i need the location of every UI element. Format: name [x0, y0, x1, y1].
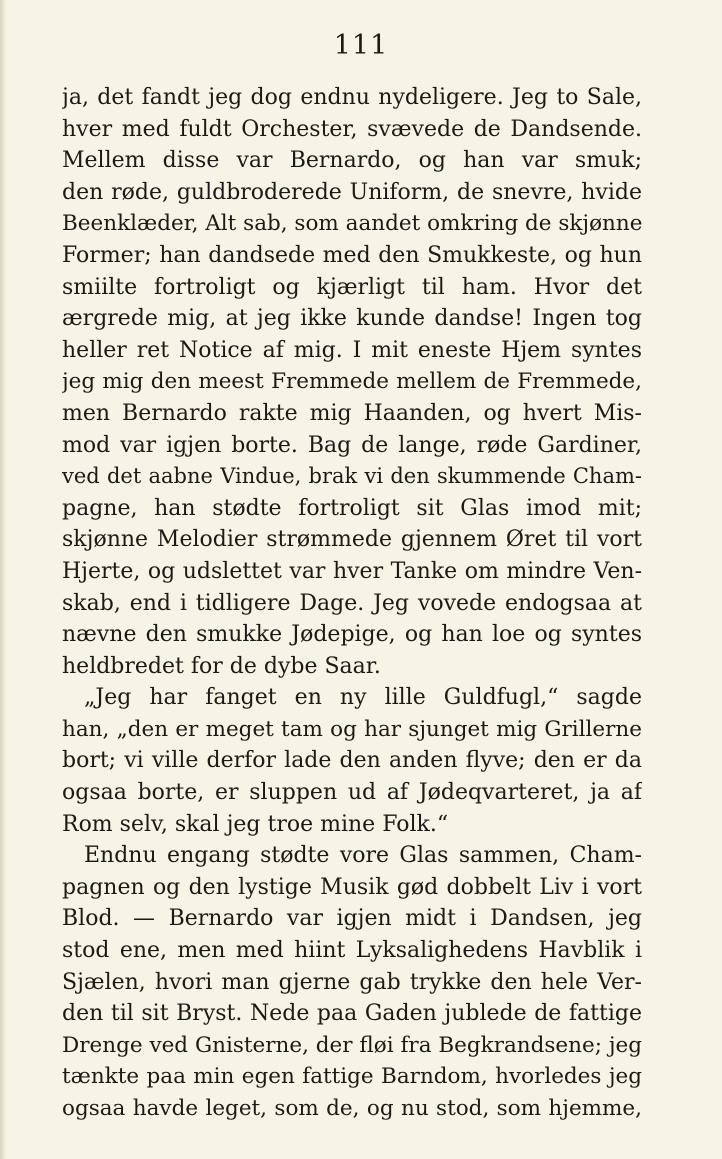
text-line: Hjerte, og udslettet var hver Tanke om mindre Ven- — [62, 558, 642, 584]
text-line: stod ene, men med hiint Lyksalighedens Havblik i — [62, 938, 642, 964]
text-line: han, „den er meget tam og har sjunget mig Grillerne — [62, 716, 642, 742]
text-line: Sjælen, hvori man gjerne gab trykke den hele Ver- — [62, 969, 642, 995]
text-line: Mellem disse var Bernardo, og han var smuk; — [62, 148, 642, 174]
text-line: skab, end i tidligere Dage. Jeg vovede endogsaa at — [62, 590, 642, 616]
text-line: Rom selv, skal jeg troe mine Folk.“ — [62, 811, 449, 837]
text-line: Former; han dandsede med den Smukkeste, og hun — [62, 242, 642, 268]
text-line: tænkte paa min egen fattige Barndom, hvorledes jeg — [62, 1064, 642, 1090]
text-line: Endnu engang stødte vore Glas sammen, Cham- — [84, 843, 642, 869]
page-edge-shadow — [0, 0, 6, 1159]
text-line: bort; vi ville derfor lade den anden flyve; den er da — [62, 748, 642, 774]
text-line: ja, det fandt jeg dog endnu nydeligere. Jeg to Sale, — [62, 85, 642, 110]
text-line: men Bernardo rakte mig Haanden, og hvert Mis- — [62, 400, 642, 426]
text-line: nævne den smukke Jødepige, og han loe og syntes — [62, 622, 642, 648]
text-line: skjønne Melodier strømmede gjennem Øret til vort — [62, 527, 642, 553]
text-line: heller ret Notice af mig. I mit eneste Hjem syntes — [62, 337, 642, 363]
text-line: ogsaa borte, er sluppen ud af Jødeqvarteret, ja af — [62, 780, 642, 806]
text-line: hver med fuldt Orchester, svævede de Dandsende. — [62, 116, 642, 142]
page-number: 111 — [333, 30, 389, 61]
text-line: Drenge ved Gnisterne, der fløi fra Begkrandsene; jeg — [62, 1032, 642, 1058]
text-line: ved det aabne Vindue, brak vi den skummende Cham- — [62, 464, 642, 489]
text-line: ogsaa havde leget, som de, og nu stod, som hjemme, — [62, 1096, 642, 1121]
body-text — [62, 82, 642, 1125]
text-line: „Jeg har fanget en ny lille Guldfugl,“ sagde — [84, 685, 642, 711]
text-line: pagne, han stødte fortroligt sit Glas imod mit; — [62, 495, 642, 521]
text-line: Blod. — Bernardo var igjen midt i Dandsen, jeg — [62, 906, 642, 932]
text-line: heldbredet for de dybe Saar. — [62, 653, 381, 679]
text-line: jeg mig den meest Fremmede mellem de Fremmede, — [62, 369, 642, 395]
text-line: Beenklæder, Alt sab, som aandet omkring de skjønne — [62, 211, 642, 237]
text-line: ærgrede mig, at jeg ikke kunde dandse! Ingen tog — [62, 306, 642, 332]
text-line: den til sit Bryst. Nede paa Gaden jublede de fattige — [62, 1001, 642, 1027]
text-line: den røde, guldbroderede Uniform, de snevre, hvide — [62, 179, 642, 205]
text-line: mod var igjen borte. Bag de lange, røde Gardiner, — [62, 432, 642, 458]
text-line: smiilte fortroligt og kjærligt til ham. Hvor det — [62, 274, 642, 300]
text-line: pagnen og den lystige Musik gød dobbelt Liv i vort — [62, 874, 642, 900]
